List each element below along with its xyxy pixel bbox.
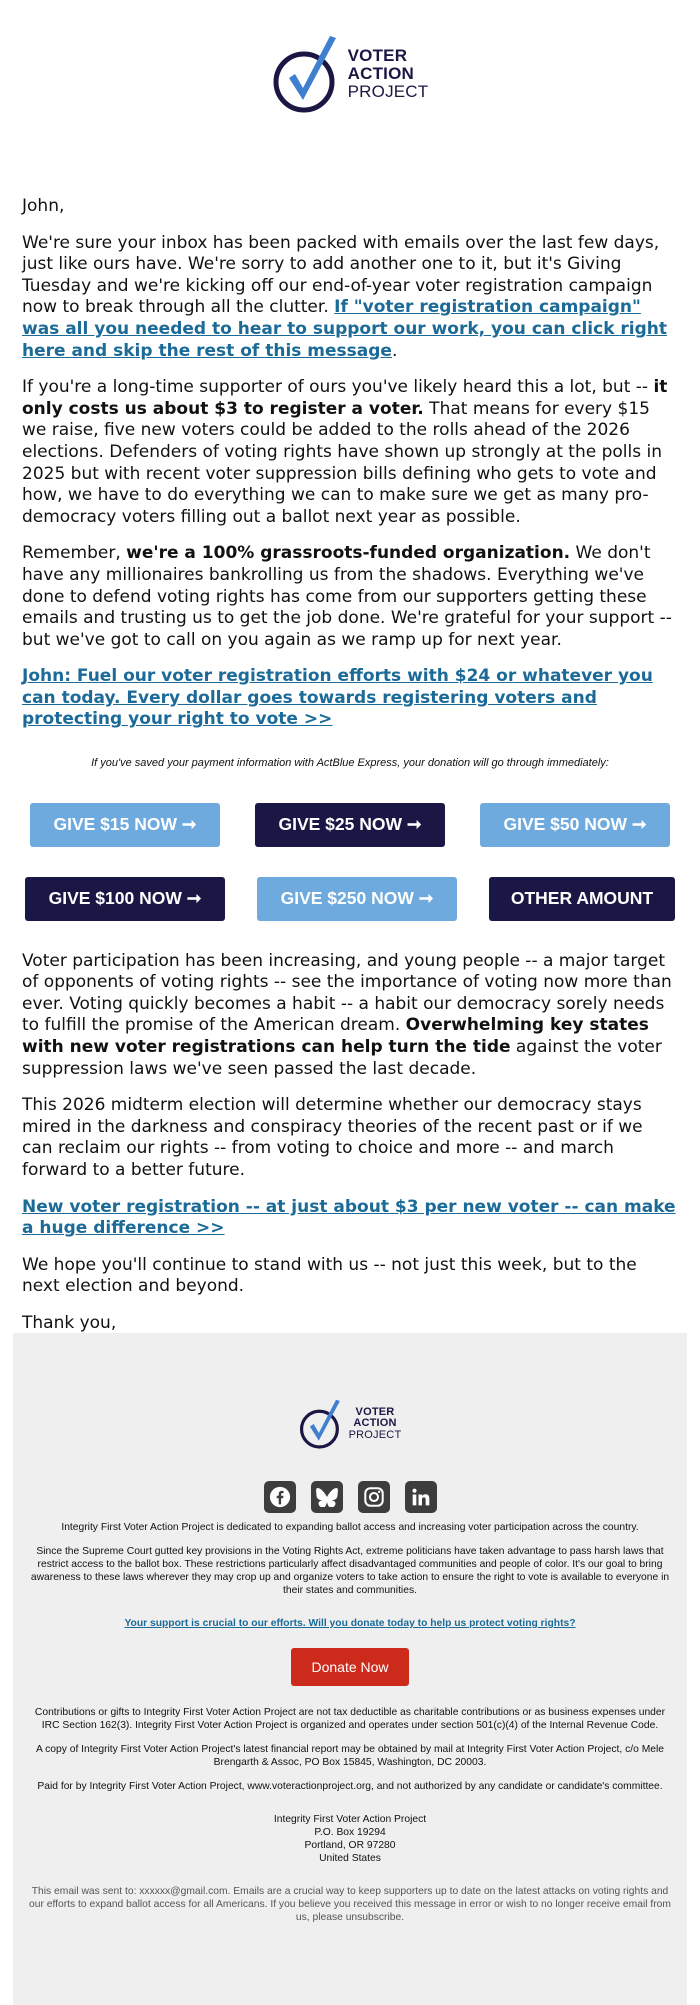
header	[0, 0, 700, 148]
footer-logo-line-action: ACTION	[353, 1417, 397, 1430]
mission-statement: Integrity First Voter Action Project is dedicated to expanding ballot access and increasing voter participation across the country.	[61, 1522, 639, 1533]
donate-now-button[interactable]: Donate Now	[291, 1648, 409, 1686]
mailing-address	[13, 1813, 687, 1865]
footer-logo-wordmark	[349, 1407, 402, 1442]
footer-logo-line-project: PROJECT	[348, 1428, 402, 1441]
social-links	[13, 1481, 687, 1513]
logo-wordmark	[348, 47, 429, 101]
midterm-paragraph: This 2026 midterm election will determine whether our democracy stays mired in the darkness and conspiracy theories of the recent past or if we can reclaim our rights -- from voting to choice and more -- and march forward to a better future.	[22, 1095, 643, 1180]
logo-line-project: PROJECT	[347, 81, 429, 101]
logo-line-action: ACTION	[347, 64, 414, 84]
participation-emphasis: Overwhelming key states with new voter registrations can help turn the tide	[22, 1015, 649, 1058]
address-country: United States	[319, 1853, 381, 1864]
paid-for-by: Paid for by Integrity First Voter Action Project, www.voteractionproject.org, and not authorized by any candidate or candidate's committee.	[37, 1781, 663, 1792]
email-body	[0, 196, 700, 1371]
new-voter-registration-link[interactable]: New voter registration -- at just about $3 per new voter -- can make a huge difference >>	[22, 1196, 676, 1239]
other-amount-button[interactable]: OTHER AMOUNT	[489, 877, 675, 921]
sent-to-notice: This email was sent to: xxxxxx@gmail.com. Emails are a crucial way to keep supporters up to date on the latest attacks on voting rights and our efforts to expand ballot access for all Americans. If you believe you received this message in error or wish to no longer receive email from us, please unsubscribe.	[29, 1886, 671, 1923]
actblue-express-note: If you've saved your payment information with ActBlue Express, your donation will go through immediately:	[91, 757, 609, 770]
address-org: Integrity First Voter Action Project	[273, 1814, 427, 1825]
tax-disclaimer: Contributions or gifts to Integrity First Voter Action Project are not tax deductible as charitable contributions or as business expenses under IRC Section 162(3). Integrity First Voter Action Project is organized and operates under section 501(c)(4) of the Internal Revenue Code.	[34, 1707, 666, 1731]
cost-paragraph	[22, 377, 678, 528]
bluesky-icon[interactable]	[311, 1481, 343, 1513]
intro-paragraph	[22, 233, 678, 363]
cta2-paragraph	[22, 1197, 678, 1240]
footer-ask	[13, 1617, 687, 1630]
participation-paragraph	[22, 951, 678, 1081]
give-50-button[interactable]: GIVE $50 NOW ➞	[480, 803, 670, 847]
linkedin-icon[interactable]	[405, 1481, 437, 1513]
give-25-button[interactable]: GIVE $25 NOW ➞	[255, 803, 445, 847]
address-city: Portland, OR 97280	[304, 1840, 396, 1851]
cost-text-end: That means for every $15 we raise, five new voters could be added to the rolls ahead of the 2026 elections. Defenders of voting rights have shown up strongly at the polls in 2025 but with recent voter suppression bills defining who gets to vote and how, we have to do everything we can to make sure we get as many pro-democracy voters filling out a ballot next year as possible.	[22, 398, 662, 527]
cta-paragraph	[22, 666, 678, 731]
participation-text-end: against the voter suppression laws we've seen passed the last decade.	[22, 1037, 662, 1079]
checkmark-logo-icon	[272, 30, 344, 118]
context-statement: Since the Supreme Court gutted key provisions in the Voting Rights Act, extreme politicians have taken advantage to pass harsh laws that restrict access to the ballot box. These restrictions particularly affect disadvantaged communities and people of color. It's our goal to bring awareness to these laws wherever they may crop up and organize voters to take action to ensure the right to vote is available to everyone in their states and communities.	[30, 1546, 670, 1596]
cost-emphasis: it only costs us about $3 to register a voter.	[22, 377, 668, 419]
skip-to-donate-link[interactable]: If "voter registration campaign" was all you needed to hear to support our work, you can click right here and skip the rest of this message	[22, 297, 668, 361]
intro-end: .	[391, 340, 398, 361]
footer-logo[interactable]	[13, 1395, 687, 1453]
logo-line-voter: VOTER	[347, 46, 408, 66]
participation-text-start: Voter participation has been increasing, and young people -- a major target of opponents of voting rights -- see the importance of voting now more than ever. Voting quickly becomes a habit -- a habit our democracy sorely needs to fulfill the promise of the American dream.	[22, 950, 672, 1036]
footer-checkmark-logo-icon	[299, 1395, 345, 1453]
grassroots-paragraph	[22, 543, 678, 651]
give-100-button[interactable]: GIVE $100 NOW ➞	[25, 877, 225, 921]
footer-donate-link[interactable]: Your support is crucial to our efforts. Will you donate today to help us protect voting rights?	[124, 1618, 576, 1629]
greeting: John,	[22, 196, 65, 216]
financial-report-notice: A copy of Integrity First Voter Action Project's latest financial report may be obtained by mail at Integrity First Voter Action Project, c/o Mele Brengarth & Assoc, PO Box 15845, Washington, DC 20003.	[35, 1744, 665, 1768]
facebook-icon[interactable]	[264, 1481, 296, 1513]
give-250-button[interactable]: GIVE $250 NOW ➞	[257, 877, 457, 921]
closing-paragraph: We hope you'll continue to stand with us -- not just this week, but to the next election and beyond.	[22, 1254, 637, 1297]
footer	[13, 1333, 687, 2005]
footer-logo-line-voter: VOTER	[355, 1405, 395, 1418]
donation-buttons-row-1	[22, 803, 678, 847]
grassroots-emphasis: we're a 100% grassroots-funded organization.	[126, 543, 571, 564]
intro-text: We're sure your inbox has been packed with emails over the last few days, just like ours have. We're sorry to add another one to it, but it's Giving Tuesday and we're kicking off our end-of-year voter registration campaign now to break through all the clutter.	[22, 232, 660, 318]
grassroots-text-start: Remember,	[22, 543, 127, 564]
thank-you: Thank you,	[22, 1312, 117, 1333]
donate-24-link[interactable]: John: Fuel our voter registration efforts with $24 or whatever you can today. Every dollar goes towards registering voters and protecting your right to vote >>	[22, 666, 653, 730]
grassroots-text-end: We don't have any millionaires bankrolling us from the shadows. Everything we've done to defend voting rights has come from our supporters getting these emails and trusting us to get the job done. We're grateful for your support -- but we've got to call on you again as we ramp up for next year.	[22, 543, 672, 650]
give-15-button[interactable]: GIVE $15 NOW ➞	[30, 803, 220, 847]
voter-action-project-logo[interactable]	[272, 30, 429, 118]
cost-text-start: If you're a long-time supporter of ours you've likely heard this a lot, but --	[22, 377, 654, 398]
address-po-box: P.O. Box 19294	[314, 1827, 386, 1838]
donation-buttons-row-2	[22, 877, 678, 921]
instagram-icon[interactable]	[358, 1481, 390, 1513]
